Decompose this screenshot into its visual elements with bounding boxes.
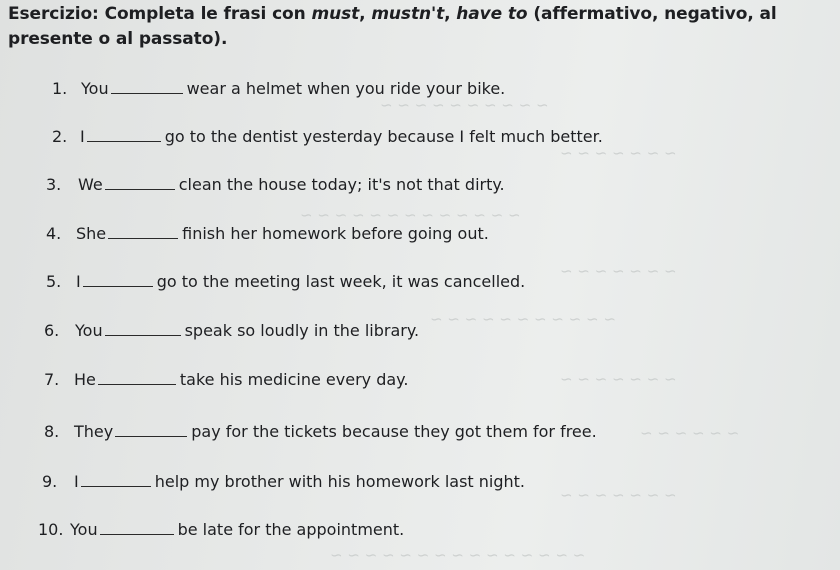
answer-blank[interactable]	[115, 422, 187, 437]
item-subject: I	[76, 272, 81, 291]
answer-blank[interactable]	[100, 520, 174, 535]
bleed-through-decoration: ~ ~ ~ ~ ~ ~ ~ ~ ~ ~	[380, 96, 549, 114]
bleed-through-decoration: ~ ~ ~ ~ ~ ~ ~	[560, 370, 677, 388]
exercise-title	[8, 2, 836, 52]
bleed-through-decoration: ~ ~ ~ ~ ~ ~ ~ ~ ~ ~ ~	[430, 310, 616, 328]
bleed-through-decoration: ~ ~ ~ ~ ~ ~ ~ ~ ~ ~ ~ ~ ~ ~ ~	[330, 546, 586, 564]
bleed-through-decoration: ~ ~ ~ ~ ~ ~ ~ ~ ~ ~ ~ ~ ~	[300, 206, 521, 224]
item-subject: You	[70, 520, 98, 539]
item-number: 1.	[52, 79, 68, 98]
item-subject: You	[75, 321, 103, 340]
answer-blank[interactable]	[105, 175, 175, 190]
answer-blank[interactable]	[108, 224, 178, 239]
bleed-through-decoration: ~ ~ ~ ~ ~ ~ ~	[560, 262, 677, 280]
title-sep-1: ,	[359, 4, 372, 24]
item-sentence: finish her homework before going out.	[182, 224, 489, 243]
title-mustnt: mustn't	[371, 4, 445, 24]
answer-blank[interactable]	[111, 79, 183, 94]
item-subject: They	[74, 422, 114, 441]
item-subject: She	[76, 224, 107, 243]
exercise-item-5	[46, 272, 525, 292]
item-sentence: go to the dentist yesterday because I felt much better.	[164, 127, 603, 146]
exercise-item-3	[46, 175, 505, 195]
item-sentence: clean the house today; it's not that dirty.	[178, 175, 505, 194]
item-number: 8.	[44, 422, 60, 441]
exercise-item-10	[38, 520, 404, 540]
exercise-item-4	[46, 224, 489, 244]
item-sentence: go to the meeting last week, it was cancelled.	[156, 272, 526, 291]
item-sentence: wear a helmet when you ride your bike.	[186, 79, 506, 98]
item-number: 3.	[46, 175, 62, 194]
item-sentence: take his medicine every day.	[179, 370, 409, 389]
title-suffix: (affermativo, negativo, al presente o al passato).	[8, 4, 777, 49]
answer-blank[interactable]	[87, 127, 161, 142]
item-number: 2.	[52, 127, 68, 146]
item-number: 9.	[42, 472, 58, 491]
exercise-item-6	[44, 321, 419, 341]
answer-blank[interactable]	[105, 321, 181, 336]
item-number: 6.	[44, 321, 60, 340]
item-number: 5.	[46, 272, 62, 291]
item-subject: He	[74, 370, 96, 389]
exercise-item-9	[42, 472, 525, 492]
title-must: must	[311, 4, 360, 24]
item-number: 4.	[46, 224, 62, 243]
answer-blank[interactable]	[83, 272, 153, 287]
item-sentence: help my brother with his homework last night.	[154, 472, 526, 491]
item-number: 10.	[38, 520, 64, 539]
exercise-item-7	[44, 370, 408, 390]
item-subject: You	[81, 79, 109, 98]
title-have-to: have to	[456, 4, 528, 24]
exercise-item-8	[44, 422, 597, 442]
bleed-through-decoration: ~ ~ ~ ~ ~ ~ ~	[560, 144, 677, 162]
bleed-through-decoration: ~ ~ ~ ~ ~ ~	[640, 424, 740, 442]
title-sep-2: ,	[444, 4, 457, 24]
answer-blank[interactable]	[81, 472, 151, 487]
exercise-item-1	[52, 79, 505, 99]
answer-blank[interactable]	[98, 370, 176, 385]
item-subject: We	[78, 175, 103, 194]
item-subject: I	[74, 472, 79, 491]
item-subject: I	[80, 127, 85, 146]
item-sentence: pay for the tickets because they got them for free.	[191, 422, 597, 441]
item-sentence: speak so loudly in the library.	[184, 321, 420, 340]
item-sentence: be late for the appointment.	[177, 520, 405, 539]
title-prefix: Esercizio: Completa le frasi con	[8, 4, 312, 24]
bleed-through-decoration: ~ ~ ~ ~ ~ ~ ~	[560, 486, 677, 504]
item-number: 7.	[44, 370, 60, 389]
exercise-item-2	[52, 127, 603, 147]
